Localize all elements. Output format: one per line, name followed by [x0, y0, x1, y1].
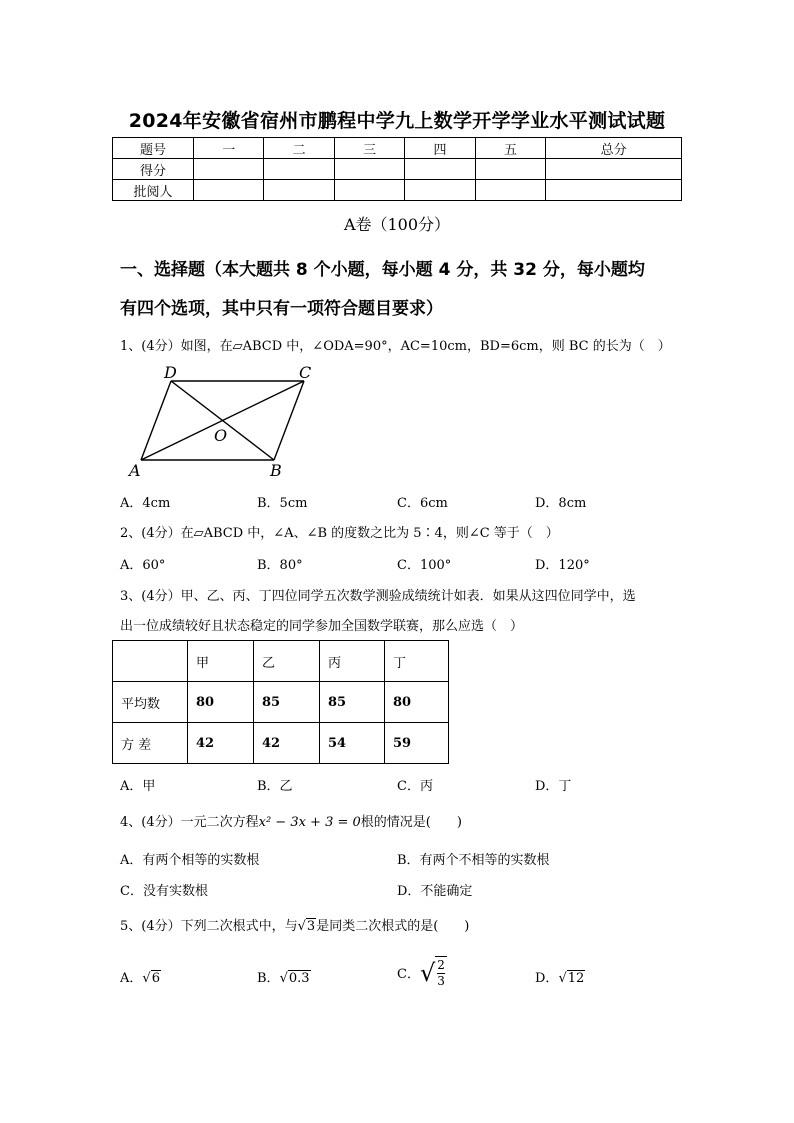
vertex-label-c: C — [299, 363, 312, 382]
score-cell — [546, 159, 682, 180]
q5-option-d[interactable]: D．√12 — [535, 971, 585, 986]
stats-header-row — [113, 641, 449, 682]
radicand-6: 6 — [151, 971, 160, 986]
fraction-numerator: 2 — [437, 958, 445, 972]
q4-option-d[interactable]: D．不能确定 — [397, 884, 473, 899]
q3-option-b[interactable]: B．乙 — [257, 779, 293, 794]
q4-equation: x² − 3x + 3 = 0 — [258, 815, 361, 830]
q1-option-a[interactable]: A．4cm — [120, 496, 171, 511]
score-row — [113, 159, 682, 180]
q5-option-c[interactable]: C．√ $\frac{2}{3}$ — [397, 958, 445, 988]
question-3-stem-line1: 3、(4分）甲、乙、丙、丁四位同学五次数学测验成绩统计如表．如果从这四位同学中，选 — [120, 589, 636, 604]
stats-cell: 80 — [188, 682, 254, 723]
score-cell — [334, 180, 404, 201]
question-3-stem-line2: 出一位成绩较好且状态稳定的同学参加全国数学联赛，那么应选（ ） — [120, 619, 524, 634]
q1-option-b[interactable]: B．5cm — [257, 496, 308, 511]
stats-header-cell: 丁 — [385, 641, 449, 682]
radicand-0-3: 0.3 — [288, 971, 310, 986]
score-header-cell: 二 — [264, 138, 334, 159]
vertex-label-b: B — [270, 461, 282, 480]
stats-header-cell — [113, 641, 188, 682]
stats-row — [113, 723, 449, 764]
score-cell — [475, 180, 545, 201]
score-cell — [264, 159, 334, 180]
stats-header-cell: 甲 — [188, 641, 254, 682]
score-cell — [194, 180, 264, 201]
parallelogram-figure — [124, 362, 324, 484]
q5-option-a[interactable]: A．√6 — [120, 971, 160, 986]
stats-cell: 85 — [320, 682, 385, 723]
question-4-stem — [120, 811, 462, 830]
stats-row-label: 平均数 — [113, 682, 188, 723]
score-cell — [546, 180, 682, 201]
score-table-header-row — [113, 138, 682, 159]
exam-title: 2024年安徽省宿州市鹏程中学九上数学开学学业水平测试试题 — [128, 110, 666, 132]
section-1-heading-line2: 有四个选项，其中只有一项符合题目要求） — [120, 299, 443, 319]
fraction-denominator: 3 — [437, 974, 445, 988]
q3-option-a[interactable]: A．甲 — [120, 779, 156, 794]
stats-row-label: 方 差 — [113, 723, 188, 764]
q4-stem-pre: 4、(4分）一元二次方程 — [120, 815, 259, 830]
q3-option-d[interactable]: D．丁 — [535, 779, 572, 794]
stats-header-cell: 乙 — [254, 641, 320, 682]
stats-cell: 42 — [254, 723, 320, 764]
q2-option-c[interactable]: C．100° — [397, 558, 452, 573]
question-5-stem — [120, 915, 469, 934]
q4-stem-post: 根的情况是( ) — [360, 815, 462, 830]
score-header-cell: 题号 — [113, 138, 194, 159]
sqrt-3: √3 — [297, 919, 316, 934]
score-header-cell: 总分 — [546, 138, 682, 159]
stats-cell: 54 — [320, 723, 385, 764]
score-header-cell: 三 — [334, 138, 404, 159]
q4-option-a[interactable]: A．有两个相等的实数根 — [120, 853, 260, 868]
radicand-12: 12 — [567, 971, 585, 986]
q5-stem-pre: 5、(4分）下列二次根式中，与 — [120, 919, 298, 934]
score-header-cell: 五 — [475, 138, 545, 159]
score-header-cell: 一 — [194, 138, 264, 159]
vertex-label-a: A — [129, 461, 141, 480]
section-1-heading-line1: 一、选择题（本大题共 8 个小题，每小题 4 分，共 32 分，每小题均 — [120, 260, 645, 280]
q5-stem-post: 是同类二次根式的是( ) — [316, 919, 470, 934]
score-table — [112, 137, 682, 201]
q2-option-b[interactable]: B．80° — [257, 558, 303, 573]
stats-cell: 80 — [385, 682, 449, 723]
q2-option-d[interactable]: D．120° — [535, 558, 590, 573]
diagonal-bd — [171, 381, 274, 460]
score-cell — [334, 159, 404, 180]
stats-header-cell: 丙 — [320, 641, 385, 682]
score-cell — [194, 159, 264, 180]
stats-cell: 59 — [385, 723, 449, 764]
q5-option-b[interactable]: B．√0.3 — [257, 971, 310, 986]
vertex-label-o: O — [214, 426, 228, 445]
stats-cell: 85 — [254, 682, 320, 723]
score-header-cell: 四 — [405, 138, 475, 159]
stats-cell: 42 — [188, 723, 254, 764]
score-cell — [405, 159, 475, 180]
stats-table — [112, 640, 449, 764]
score-cell — [405, 180, 475, 201]
reviewer-row-label: 批阅人 — [113, 180, 194, 201]
score-row-label: 得分 — [113, 159, 194, 180]
score-cell — [264, 180, 334, 201]
q1-option-d[interactable]: D．8cm — [535, 496, 587, 511]
section-a-heading: A卷（100分） — [343, 215, 451, 234]
q4-option-c[interactable]: C．没有实数根 — [120, 884, 208, 899]
reviewer-row — [113, 180, 682, 201]
question-1-stem: 1、(4分）如图，在▱ABCD 中，∠ODA=90°，AC=10cm，BD=6cm，则 BC 的长为（ ） — [120, 339, 671, 354]
question-2-stem: 2、(4分）在▱ABCD 中，∠A、∠B 的度数之比为 5∶4，则∠C 等于（ ） — [120, 526, 559, 541]
q4-option-b[interactable]: B．有两个不相等的实数根 — [397, 853, 550, 868]
q2-option-a[interactable]: A．60° — [120, 558, 166, 573]
q3-option-c[interactable]: C．丙 — [397, 779, 433, 794]
vertex-label-d: D — [164, 363, 177, 382]
q1-option-c[interactable]: C．6cm — [397, 496, 448, 511]
score-cell — [475, 159, 545, 180]
stats-row — [113, 682, 449, 723]
